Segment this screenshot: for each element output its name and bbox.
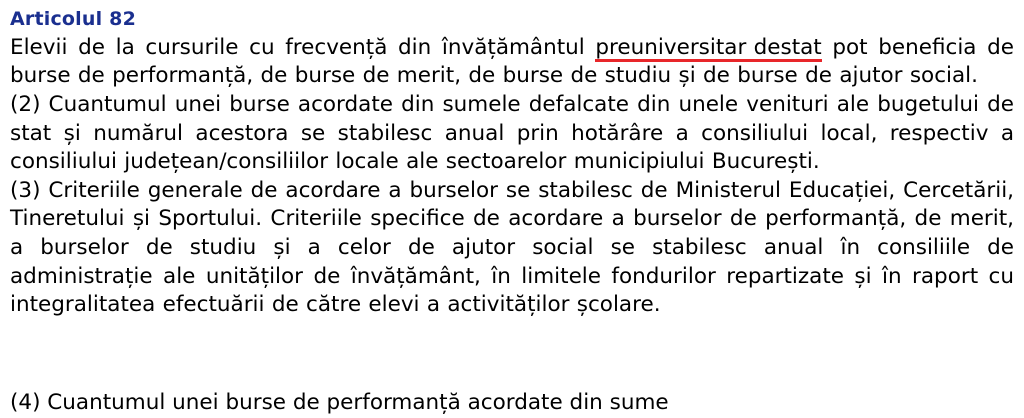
paragraph-3: (3) Criteriile generale de acordare a burselor se stabilesc de Ministerul Educației, Cercetării, Tineretului și Sportului. Criteriile specifice de acordare a burselor de performanță, de merit, a burselor de studiu și a celor de ajutor social se stabilesc anual în consiliile de administrație ale unităților de învățământ, în limitele fondurilor repartizate și în raport cu integralitatea efectuării de către elevi a activităților școlare.: [10, 177, 1014, 318]
cut-off-line-region: [0, 390, 1024, 415]
paragraph-1-post-text: pot beneficia de burse de performanță, de burse de merit, de burse de studiu și de burse de ajutor social.: [10, 34, 1014, 89]
cut-off-line: (4) Cuantumul unei burse de performanță acordate din sume: [10, 390, 669, 415]
article-heading: Articolul 82: [10, 8, 136, 30]
red-underline-highlight-line1: preuniversitar de: [595, 34, 780, 63]
paragraph-2: (2) Cuantumul unei burse acordate din sumele defalcate din unele venituri ale bugetului de stat și numărul acestora se stabilesc anual prin hotărâre a consiliului local, respectiv a consiliului județean/consiliilor locale ale sectoarelor municipiului București.: [10, 91, 1014, 175]
paragraph-1: [10, 34, 1014, 91]
red-underline-highlight-line2: stat: [781, 34, 822, 63]
paragraph-1-pre-text: Elevii de la cursurile cu frecvență din învățământul: [10, 34, 596, 60]
